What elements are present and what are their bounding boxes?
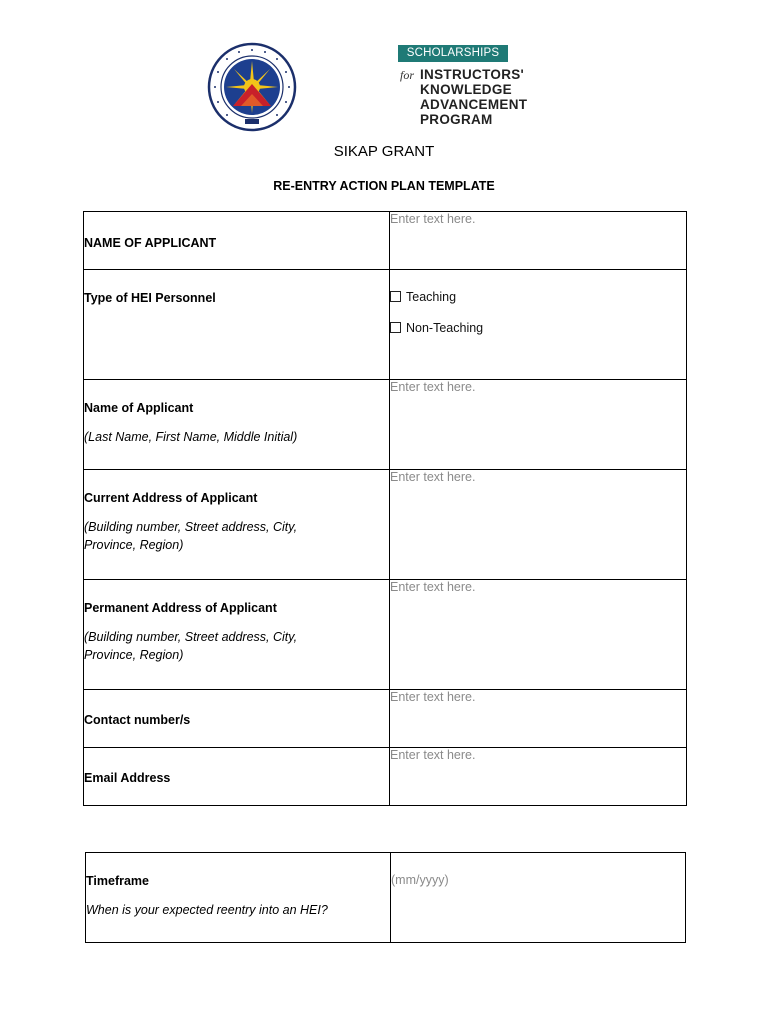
- sikap-line-2: KNOWLEDGE: [420, 82, 512, 97]
- teaching-checkbox[interactable]: [390, 290, 686, 304]
- field-label: Current Address of Applicant: [84, 491, 258, 505]
- field-hint: (Building number, Street address, City, Province, Region): [84, 630, 298, 662]
- table-row: [84, 380, 687, 470]
- table-row: [84, 470, 687, 580]
- table-row: [84, 690, 687, 748]
- checkbox-icon: [390, 322, 401, 333]
- email-address-input[interactable]: Enter text here.: [390, 748, 687, 806]
- label-cell: [84, 580, 390, 690]
- checkbox-label: Teaching: [406, 290, 457, 304]
- field-hint: (Building number, Street address, City, Province, Region): [84, 520, 298, 552]
- page-title: SIKAP GRANT: [333, 143, 435, 160]
- applicant-name-input[interactable]: Enter text here.: [390, 212, 687, 270]
- table-row: [84, 212, 687, 270]
- label-cell: [84, 380, 390, 470]
- label-cell: [86, 853, 391, 943]
- label-cell: [84, 748, 390, 806]
- sikap-line-3: ADVANCEMENT: [420, 97, 528, 112]
- label-cell: [84, 690, 390, 748]
- label-cell: [84, 212, 390, 270]
- timeframe-table: [85, 852, 686, 943]
- table-row: [84, 748, 687, 806]
- sikap-badge: SCHOLARSHIPS: [398, 45, 508, 62]
- label-cell: [84, 270, 390, 380]
- checkbox-icon: [390, 291, 401, 302]
- table-row: [84, 270, 687, 380]
- personnel-type-cell: [390, 270, 687, 380]
- current-address-input[interactable]: Enter text here.: [390, 470, 687, 580]
- timeframe-label: Timeframe: [86, 874, 149, 888]
- field-label: Contact number/s: [84, 712, 191, 727]
- ched-seal-logo: [207, 42, 297, 132]
- checkbox-label: Non-Teaching: [406, 321, 484, 335]
- timeframe-hint: When is your expected reentry into an HEI?: [86, 903, 328, 917]
- permanent-address-input[interactable]: Enter text here.: [390, 580, 687, 690]
- applicant-fullname-input[interactable]: Enter text here.: [390, 380, 687, 470]
- timeframe-input[interactable]: (mm/yyyy): [391, 853, 686, 943]
- field-label: Email Address: [84, 770, 171, 785]
- table-row: [86, 853, 686, 943]
- sikap-for-text: for: [400, 68, 415, 82]
- sikap-line-1: INSTRUCTORS': [420, 67, 525, 82]
- table-row: [84, 580, 687, 690]
- label-cell: [84, 470, 390, 580]
- sikap-line-4: PROGRAM: [420, 112, 493, 127]
- sikap-program-logo: [398, 45, 550, 125]
- field-hint: (Last Name, First Name, Middle Initial): [84, 430, 298, 444]
- field-label: Permanent Address of Applicant: [84, 601, 277, 615]
- field-label: Name of Applicant: [84, 401, 194, 415]
- contact-number-input[interactable]: Enter text here.: [390, 690, 687, 748]
- field-label: NAME OF APPLICANT: [84, 235, 217, 250]
- page-subtitle: RE-ENTRY ACTION PLAN TEMPLATE: [273, 179, 495, 193]
- non-teaching-checkbox[interactable]: [390, 321, 686, 335]
- field-label: Type of HEI Personnel: [84, 291, 216, 305]
- applicant-info-table: [83, 211, 687, 806]
